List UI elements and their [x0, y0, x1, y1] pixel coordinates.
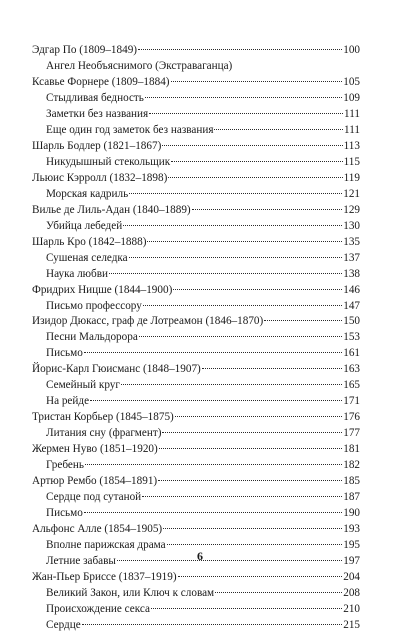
toc-entry-page: 190: [343, 507, 360, 520]
toc-entry-page: 150: [343, 315, 360, 328]
toc-entry-page: 195: [343, 539, 360, 552]
toc-entry-title: Семейный круг: [46, 379, 120, 392]
toc-entry-page: 111: [344, 107, 360, 120]
toc-entry-page: 138: [343, 267, 360, 280]
toc-entry-page: 193: [343, 523, 360, 536]
toc-entry-title: Вполне парижская драма: [46, 539, 166, 552]
toc-entry-title: Убийца лебедей: [46, 219, 123, 232]
toc-entry-title: Жан-Пьер Бриссе (1837–1919): [32, 570, 177, 583]
toc-author-entry: [32, 410, 360, 426]
toc-entry-page: 204: [343, 570, 360, 583]
toc-entry-title: Письмо: [46, 507, 83, 520]
dot-leader: [123, 225, 342, 226]
toc-entry-title: Гребень: [46, 459, 84, 472]
toc-entry-page: 115: [343, 155, 360, 168]
dot-leader: [85, 464, 342, 465]
toc-author-entry: [32, 314, 360, 330]
toc-entry-page: 177: [343, 427, 360, 440]
toc-entry-page: 129: [343, 203, 360, 216]
dot-leader: [214, 129, 343, 130]
dot-leader: [145, 97, 342, 98]
toc-entry-page: 210: [343, 602, 360, 615]
toc-entry-title: Льюис Кэрролл (1832–1898): [32, 171, 168, 184]
toc-entry-title: Песни Мальдорора: [46, 331, 138, 344]
toc-author-entry: [32, 75, 360, 91]
toc-entry-page: 187: [343, 491, 360, 504]
toc-work-entry: [32, 299, 360, 315]
toc-entry-title: Ксавье Форнере (1809–1884): [32, 75, 170, 88]
dot-leader: [168, 177, 342, 178]
toc-entry-title: Заметки без названия: [46, 107, 149, 120]
toc-work-entry: [32, 59, 360, 75]
dot-leader: [159, 448, 342, 449]
toc-entry-title: Ангел Необъяснимого (Экстраваганца): [46, 59, 233, 72]
toc-author-entry: [32, 203, 360, 219]
toc-entry-title: Йорис-Карл Гюисманс (1848–1907): [32, 363, 201, 376]
toc-entry-title: Артюр Рембо (1854–1891): [32, 475, 158, 488]
toc-work-entry: [32, 187, 360, 203]
toc-work-entry: [32, 107, 360, 123]
toc-author-entry: [32, 43, 360, 59]
toc-entry-title: Эдгар По (1809–1849): [32, 44, 138, 56]
toc-entry-title: Изидор Дюкасс, граф де Лотреамон (1846–1870): [32, 315, 264, 328]
dot-leader: [173, 289, 342, 290]
toc-work-entry: [32, 330, 360, 346]
toc-work-entry: [32, 426, 360, 442]
dot-leader: [171, 81, 343, 82]
toc-entry-page: 176: [343, 411, 360, 424]
toc-entry-page: 153: [343, 331, 360, 344]
toc-entry-title: Шарль Кро (1842–1888): [32, 235, 147, 248]
toc-entry-page: 182: [343, 459, 360, 472]
toc-entry-page: 119: [343, 171, 360, 184]
toc-work-entry: [32, 219, 360, 235]
toc-entry-title: Стыдливая бедность: [46, 91, 144, 104]
dot-leader: [147, 241, 342, 242]
dot-leader: [158, 480, 342, 481]
dot-leader: [90, 400, 342, 401]
toc-entry-page: 113: [343, 139, 360, 152]
toc-entry-page: 146: [343, 283, 360, 296]
toc-entry-page: 197: [343, 555, 360, 567]
toc-work-entry: [32, 267, 360, 283]
toc-entry-page: 135: [343, 235, 360, 248]
toc-entry-title: На рейде: [46, 395, 90, 408]
toc-entry-page: 121: [343, 187, 360, 200]
dot-leader: [215, 592, 342, 593]
table-of-contents: [32, 43, 360, 634]
toc-entry-title: Сушеная селедка: [46, 251, 128, 264]
dot-leader: [167, 544, 343, 545]
toc-entry-title: Великий Закон, или Ключ к словам: [46, 586, 215, 599]
toc-author-entry: [32, 570, 360, 586]
toc-author-entry: [32, 171, 360, 187]
dot-leader: [82, 624, 343, 625]
toc-work-entry: [32, 346, 360, 362]
dot-leader: [84, 352, 342, 353]
toc-work-entry: [32, 91, 360, 107]
toc-entry-page: 163: [343, 363, 360, 376]
toc-author-entry: [32, 235, 360, 251]
dot-leader: [264, 320, 342, 321]
toc-entry-page: 181: [343, 443, 360, 456]
toc-entry-page: 165: [343, 379, 360, 392]
toc-entry-title: Сердце: [46, 618, 81, 631]
toc-entry-title: Наука любви: [46, 267, 109, 280]
toc-work-entry: [32, 618, 360, 634]
toc-work-entry: [32, 458, 360, 474]
toc-author-entry: [32, 522, 360, 538]
toc-entry-page: 208: [343, 586, 360, 599]
dot-leader: [149, 113, 343, 114]
toc-work-entry: [32, 378, 360, 394]
toc-entry-page: 171: [343, 395, 360, 408]
toc-entry-title: Фридрих Ницше (1844–1900): [32, 283, 173, 296]
toc-author-entry: [32, 362, 360, 378]
toc-entry-title: Альфонс Алле (1854–1905): [32, 523, 163, 536]
toc-entry-title: Письмо: [46, 347, 83, 360]
toc-entry-page: 109: [343, 91, 360, 104]
dot-leader: [84, 512, 342, 513]
toc-entry-title: Шарль Бодлер (1821–1867): [32, 139, 162, 152]
toc-entry-page: 111: [344, 123, 360, 136]
dot-leader: [192, 209, 343, 210]
toc-work-entry: [32, 251, 360, 267]
toc-entry-title: Происхождение секса: [46, 602, 150, 615]
toc-entry-title: Сердце под сутаной: [46, 491, 142, 504]
toc-entry-title: Письмо профессору: [46, 299, 142, 312]
dot-leader: [162, 432, 342, 433]
dot-leader: [178, 576, 343, 577]
toc-work-entry: [32, 602, 360, 618]
toc-entry-title: Тристан Корбьер (1845–1875): [32, 411, 174, 424]
toc-work-entry: [32, 506, 360, 522]
dot-leader: [138, 49, 342, 50]
dot-leader: [151, 608, 342, 609]
toc-entry-page: 161: [343, 347, 360, 360]
dot-leader: [162, 145, 342, 146]
toc-author-entry: [32, 283, 360, 299]
toc-work-entry: [32, 490, 360, 506]
toc-entry-title: Морская кадриль: [46, 187, 129, 200]
toc-entry-title: Еще один год заметок без названия: [46, 123, 214, 136]
dot-leader: [129, 257, 343, 258]
dot-leader: [143, 305, 342, 306]
dot-leader: [175, 416, 342, 417]
toc-entry-page: 147: [343, 299, 360, 312]
toc-entry-page: 100: [343, 44, 360, 56]
toc-work-entry: [32, 123, 360, 139]
toc-entry-title: Литания сну (фрагмент): [46, 427, 162, 440]
dot-leader: [163, 528, 342, 529]
toc-entry-title: Летние забавы: [46, 555, 116, 567]
dot-leader: [139, 336, 342, 337]
toc-entry-page: 105: [343, 75, 360, 88]
toc-entry-title: Никудышный стекольщик: [46, 155, 171, 168]
toc-author-entry: [32, 474, 360, 490]
toc-author-entry: [32, 442, 360, 458]
toc-entry-page: 215: [343, 618, 360, 631]
dot-leader: [121, 384, 342, 385]
toc-work-entry: [32, 586, 360, 602]
dot-leader: [171, 161, 342, 162]
page-number: 6: [197, 549, 203, 563]
dot-leader: [202, 368, 342, 369]
toc-work-entry: [32, 155, 360, 171]
toc-entry-page: 185: [343, 475, 360, 488]
dot-leader: [109, 273, 342, 274]
toc-entry-title: Вилье де Лиль-Адан (1840–1889): [32, 203, 191, 216]
toc-author-entry: [32, 139, 360, 155]
toc-entry-title: Жермен Нуво (1851–1920): [32, 443, 158, 456]
toc-work-entry: [32, 394, 360, 410]
toc-entry-page: 130: [343, 219, 360, 232]
dot-leader: [129, 193, 342, 194]
dot-leader: [142, 496, 342, 497]
toc-entry-page: 137: [343, 251, 360, 264]
